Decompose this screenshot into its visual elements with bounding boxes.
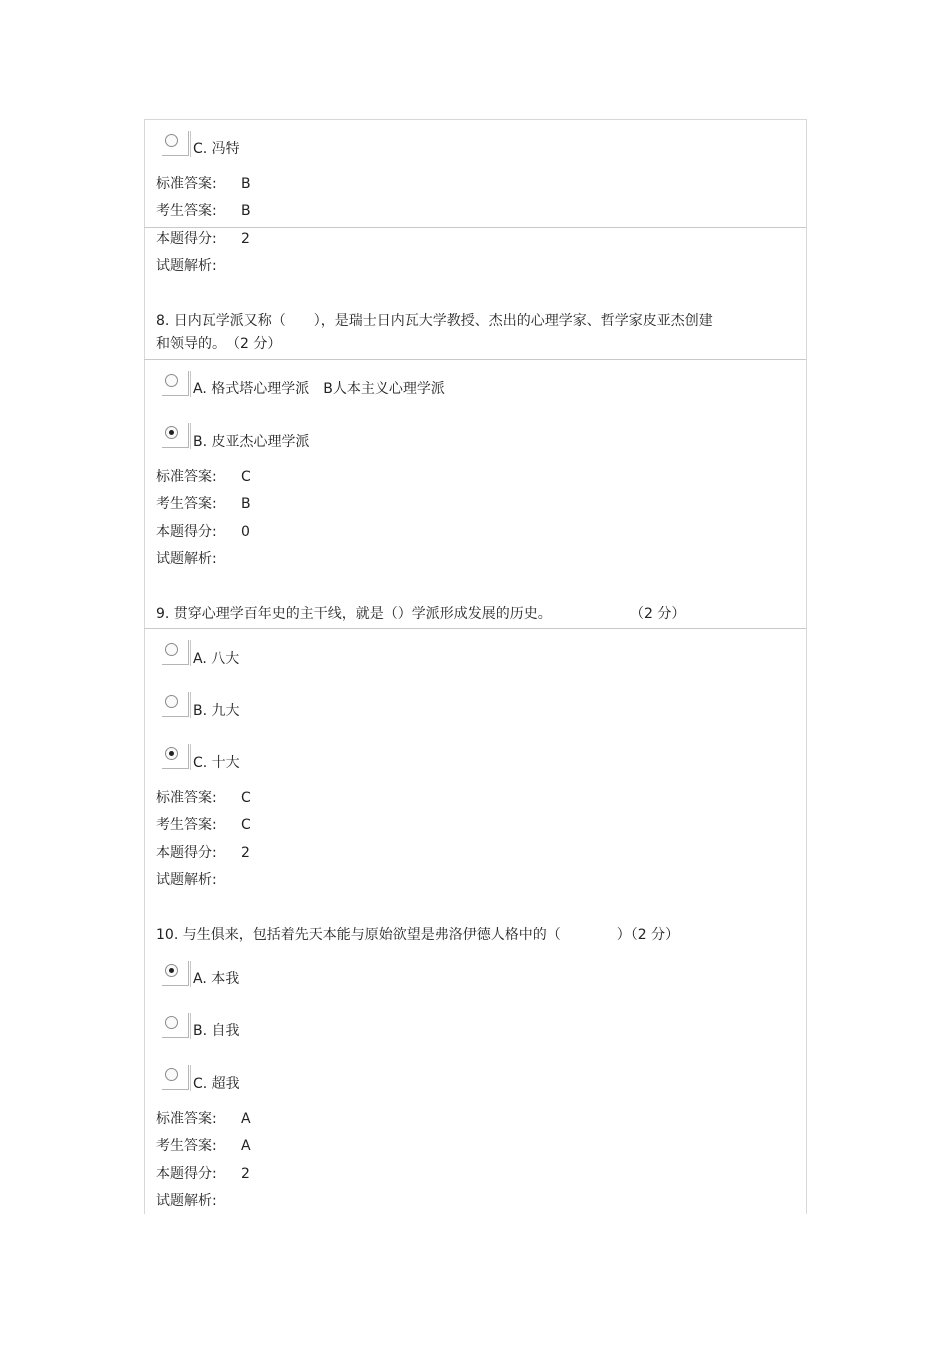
q10-option-c-label: C. 超我 [193,1076,240,1092]
radio-q9-option-c[interactable] [162,744,190,770]
q8-option-a-label: A. 格式塔心理学派 B人本主义心理学派 [193,381,445,397]
q7-score-value: 2 [241,231,250,247]
radio-circle-icon [165,643,178,656]
q9-option-a-label: A. 八大 [193,651,240,667]
radio-q7-option-c[interactable] [162,131,190,157]
q10-option-b-label: B. 自我 [193,1023,240,1039]
radio-q10-option-a[interactable] [162,961,190,987]
q8-option-b-label: B. 皮亚杰心理学派 [193,434,310,450]
q8-standard-answer-value: C [241,469,251,485]
q9-score-value: 2 [241,845,250,861]
q10-title: 10. 与生俱来，包括着先天本能与原始欲望是弗洛伊德人格中的（ ）（2 分） [156,927,680,943]
radio-q8-option-a[interactable] [162,371,190,397]
q9-points: （2 分） [630,606,686,622]
radio-circle-icon [165,695,178,708]
q9-student-answer-value: C [241,817,251,833]
q7-standard-answer-label: 标准答案: [156,176,217,192]
q7-student-answer-value: B [241,203,251,219]
q7-student-answer-label: 考生答案: [156,203,217,219]
radio-q9-option-b[interactable] [162,692,190,718]
radio-circle-icon [165,1016,178,1029]
q9-option-c-label: C. 十大 [193,755,240,771]
q10-student-answer-label: 考生答案: [156,1138,217,1154]
q9-standard-answer-label: 标准答案: [156,790,217,806]
q8-analysis-label: 试题解析: [156,551,217,567]
divider [144,227,806,228]
radio-selected-icon [165,964,178,977]
q7-analysis-label: 试题解析: [156,258,217,274]
radio-q8-option-b[interactable] [162,423,190,449]
radio-selected-icon [165,747,178,760]
q8-score-value: 0 [241,524,250,540]
divider [144,628,806,629]
q8-student-answer-value: B [241,496,251,512]
q7-standard-answer-value: B [241,176,251,192]
q8-title-line1: 8. 日内瓦学派又称（ ），是瑞士日内瓦大学教授、杰出的心理学家、哲学家皮亚杰创建 [156,313,713,329]
radio-q10-option-b[interactable] [162,1013,190,1039]
q7-score-label: 本题得分: [156,231,217,247]
radio-circle-icon [165,134,178,147]
q10-standard-answer-value: A [241,1111,251,1127]
q8-student-answer-label: 考生答案: [156,496,217,512]
radio-circle-icon [165,1068,178,1081]
q9-student-answer-label: 考生答案: [156,817,217,833]
exam-panel [144,119,807,1214]
q10-score-label: 本题得分: [156,1166,217,1182]
radio-selected-icon [165,426,178,439]
q8-score-label: 本题得分: [156,524,217,540]
q8-standard-answer-label: 标准答案: [156,469,217,485]
q10-option-a-label: A. 本我 [193,971,240,987]
q7-option-c-label: C. 冯特 [193,141,240,157]
radio-q9-option-a[interactable] [162,640,190,666]
q9-option-b-label: B. 九大 [193,703,240,719]
q9-score-label: 本题得分: [156,845,217,861]
q10-analysis-label: 试题解析: [156,1193,217,1209]
q10-score-value: 2 [241,1166,250,1182]
q10-standard-answer-label: 标准答案: [156,1111,217,1127]
q9-title: 9. 贯穿心理学百年史的主干线，就是（）学派形成发展的历史。 [156,606,552,622]
q8-title-line2: 和领导的。 （2 分） [156,336,282,352]
divider [144,359,806,360]
q9-standard-answer-value: C [241,790,251,806]
q10-student-answer-value: A [241,1138,251,1154]
radio-q10-option-c[interactable] [162,1065,190,1091]
q9-analysis-label: 试题解析: [156,872,217,888]
radio-circle-icon [165,374,178,387]
